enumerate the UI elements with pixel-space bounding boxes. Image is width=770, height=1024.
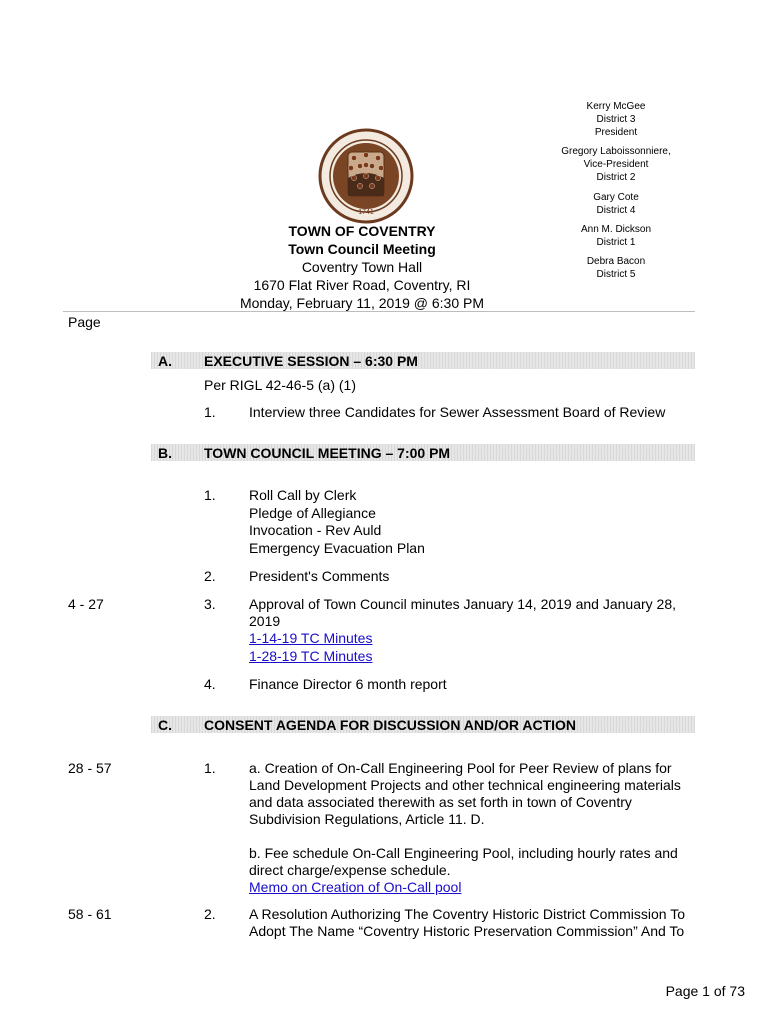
page-column-label: Page xyxy=(68,314,101,330)
seal-star-icon xyxy=(378,165,383,170)
seal-year: 1741 xyxy=(358,209,374,216)
meeting-date: Monday, February 11, 2019 @ 6:30 PM xyxy=(239,295,485,311)
seal-star-icon xyxy=(348,165,353,170)
item-text: b. Fee schedule On-Call Engineering Pool, including hourly rates and xyxy=(249,845,678,861)
item-pages: 58 - 61 xyxy=(68,906,112,922)
item-text: 2019 xyxy=(249,613,281,629)
item-number: 4. xyxy=(204,676,216,692)
section-a-title: EXECUTIVE SESSION – 6:30 PM xyxy=(204,353,418,369)
item-pages: 4 - 27 xyxy=(68,596,104,612)
seal-star-icon xyxy=(369,163,374,168)
member-name: Debra Bacon xyxy=(586,256,646,267)
item-number: 2. xyxy=(204,568,216,584)
header-divider xyxy=(63,311,695,312)
section-c-letter: C. xyxy=(158,717,172,733)
item-number: 3. xyxy=(204,596,216,612)
section-a-note: Per RIGL 42-46-5 (a) (1) xyxy=(204,377,356,393)
council-member xyxy=(541,191,691,217)
item-text: A Resolution Authorizing The Coventry Historic District Commission To xyxy=(249,906,685,922)
seal-star-icon xyxy=(369,183,374,188)
item-text: Invocation - Rev Auld xyxy=(249,522,382,538)
item-text: Subdivision Regulations, Article 11. D. xyxy=(249,811,485,827)
item-text: Finance Director 6 month report xyxy=(249,676,447,692)
item-pages: 28 - 57 xyxy=(68,760,112,776)
seal-star-icon xyxy=(363,173,368,178)
member-district: District 3 xyxy=(596,114,636,125)
item-number: 1. xyxy=(204,760,216,776)
member-name: Gary Cote xyxy=(593,192,639,203)
seal-star-icon xyxy=(375,175,380,180)
item-text: Interview three Candidates for Sewer Assessment Board of Review xyxy=(249,404,666,420)
member-name: Kerry McGee xyxy=(586,101,646,112)
minutes-link-jan-14[interactable]: 1-14-19 TC Minutes xyxy=(249,630,373,646)
item-text: direct charge/expense schedule. xyxy=(249,862,451,878)
section-b-letter: B. xyxy=(158,445,172,461)
item-text: Roll Call by Clerk xyxy=(249,487,357,503)
item-text: and data associated therewith as set forth in town of Coventry xyxy=(249,794,632,810)
item-number: 1. xyxy=(204,487,216,503)
minutes-link-jan-28[interactable]: 1-28-19 TC Minutes xyxy=(249,648,373,664)
section-b-title: TOWN COUNCIL MEETING – 7:00 PM xyxy=(204,445,451,461)
member-district: District 5 xyxy=(596,269,636,280)
council-member xyxy=(541,100,691,139)
meeting-title: Town Council Meeting xyxy=(288,241,436,257)
meeting-location: Coventry Town Hall xyxy=(301,259,423,275)
seal-star-icon xyxy=(357,183,362,188)
item-text: President's Comments xyxy=(249,568,390,584)
section-c-title: CONSENT AGENDA FOR DISCUSSION AND/OR ACTION xyxy=(204,717,577,733)
item-number: 2. xyxy=(204,906,216,922)
member-title: President xyxy=(594,127,638,138)
member-title: Vice-President xyxy=(583,159,649,170)
council-member xyxy=(541,145,691,184)
seal-star-icon xyxy=(351,175,356,180)
member-district: District 1 xyxy=(596,237,636,248)
seal-star-icon xyxy=(363,162,368,167)
item-text: Approval of Town Council minutes January 14, 2019 and January 28, xyxy=(249,596,677,612)
seal-star-icon xyxy=(375,155,380,160)
council-member xyxy=(541,255,691,281)
town-name: TOWN OF COVENTRY xyxy=(288,223,436,239)
item-text: Pledge of Allegiance xyxy=(249,505,376,521)
council-member xyxy=(541,223,691,249)
member-name: Ann M. Dickson xyxy=(580,224,652,235)
seal-star-icon xyxy=(357,163,362,168)
member-district: District 2 xyxy=(596,172,636,183)
town-seal xyxy=(318,128,414,224)
seal-star-icon xyxy=(351,155,356,160)
page-number: Page 1 of 73 xyxy=(665,983,745,999)
member-district: District 4 xyxy=(596,205,636,216)
item-text: Land Development Projects and other technical engineering materials xyxy=(249,777,681,793)
meeting-address: 1670 Flat River Road, Coventry, RI xyxy=(253,277,471,293)
item-number: 1. xyxy=(204,404,216,420)
member-name: Gregory Laboissonniere, xyxy=(561,146,671,157)
seal-star-icon xyxy=(363,152,368,157)
section-a-letter: A. xyxy=(158,353,172,369)
memo-link[interactable]: Memo on Creation of On-Call pool xyxy=(249,879,462,895)
item-text: Adopt The Name “Coventry Historic Preservation Commission” And To xyxy=(249,923,685,939)
item-text: a. Creation of On-Call Engineering Pool for Peer Review of plans for xyxy=(249,760,672,776)
item-text: Emergency Evacuation Plan xyxy=(249,540,425,556)
